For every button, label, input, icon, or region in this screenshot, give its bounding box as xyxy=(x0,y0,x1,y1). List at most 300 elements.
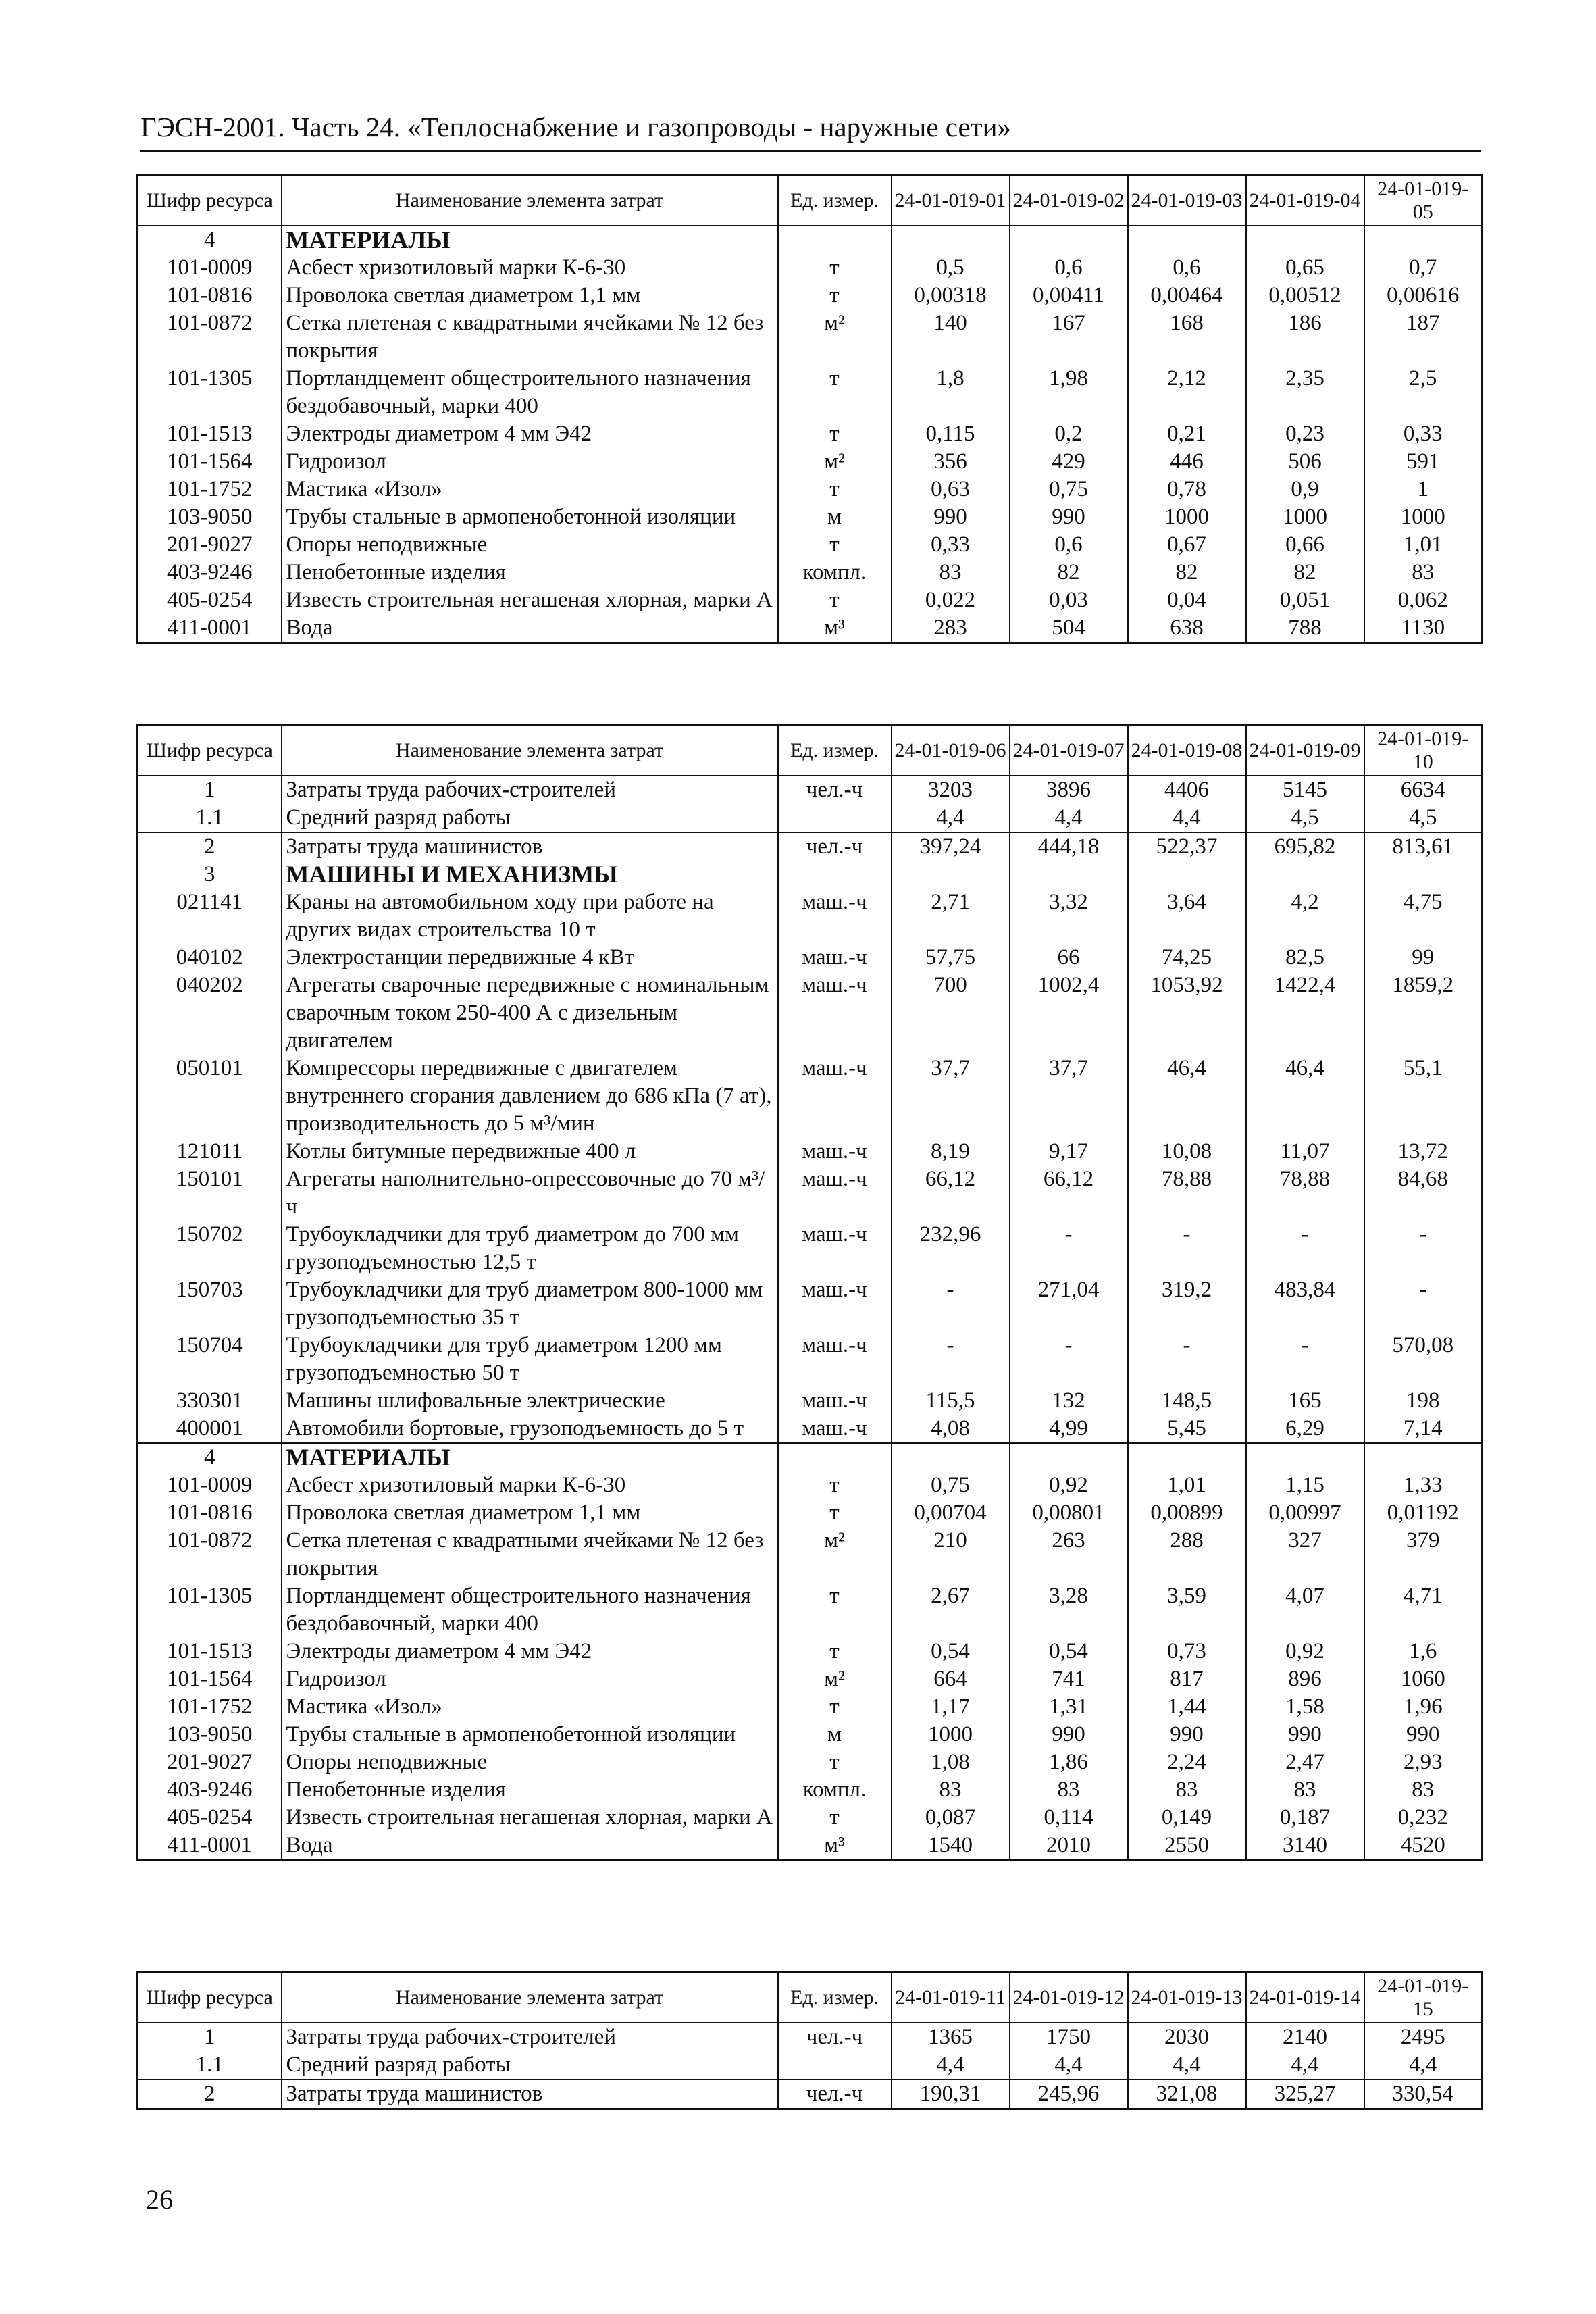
resource-name: Агрегаты сварочные передвижные с номинальным сварочным током 250-400 А с дизельным двигателем xyxy=(282,972,778,1055)
value-cell: 6,29 xyxy=(1246,1415,1364,1443)
value-cell: 1060 xyxy=(1364,1665,1483,1693)
resource-code: 101-0816 xyxy=(138,1499,282,1527)
resource-name: Затраты труда машинистов xyxy=(282,832,778,861)
resource-code: 4 xyxy=(138,226,282,254)
value-cell: 990 xyxy=(1128,1721,1246,1749)
table-row xyxy=(138,1055,1483,1138)
value-cell: 0,33 xyxy=(892,531,1010,559)
header-norm-code: 24-01-019-06 xyxy=(892,726,1010,776)
value-cell: 2,24 xyxy=(1128,1749,1246,1776)
header-unit: Ед. измер. xyxy=(778,176,892,226)
unit xyxy=(778,1443,892,1472)
section-title: МАШИНЫ И МЕХАНИЗМЫ xyxy=(282,861,778,888)
value-cell: 0,54 xyxy=(892,1638,1010,1665)
resource-name: Трубоукладчики для труб диаметром 1200 мм грузоподъемностью 50 т xyxy=(282,1332,778,1387)
value-cell: 1,15 xyxy=(1246,1472,1364,1499)
value-cell xyxy=(1246,226,1364,254)
header-name: Наименование элемента затрат xyxy=(282,1973,778,2023)
value-cell: 83 xyxy=(892,1776,1010,1804)
value-cell: 695,82 xyxy=(1246,832,1364,861)
value-cell: 186 xyxy=(1246,309,1364,365)
header-norm-code: 24-01-019-13 xyxy=(1128,1973,1246,2023)
table-row xyxy=(138,804,1483,832)
value-cell: 7,14 xyxy=(1364,1415,1483,1443)
resource-code: 330301 xyxy=(138,1387,282,1415)
value-cell xyxy=(1010,226,1128,254)
resource-name: Трубы стальные в армопенобетонной изоляции xyxy=(282,503,778,531)
value-cell: 167 xyxy=(1010,309,1128,365)
table-row xyxy=(138,503,1483,531)
value-cell: 4406 xyxy=(1128,776,1246,804)
value-cell: 522,37 xyxy=(1128,832,1246,861)
resource-name: Гидроизол xyxy=(282,1665,778,1693)
resource-name: Трубоукладчики для труб диаметром 800-1000 мм грузоподъемностью 35 т xyxy=(282,1276,778,1332)
table-row xyxy=(138,1276,1483,1332)
value-cell: 1,08 xyxy=(892,1749,1010,1776)
value-cell: 78,88 xyxy=(1128,1165,1246,1221)
value-cell: 210 xyxy=(892,1527,1010,1582)
unit: маш.-ч xyxy=(778,1055,892,1138)
resource-code: 150101 xyxy=(138,1165,282,1221)
resource-name: Известь строительная негашеная хлорная, марки А xyxy=(282,1804,778,1832)
value-cell: 2550 xyxy=(1128,1832,1246,1861)
resource-name: Автомобили бортовые, грузоподъемность до 5 т xyxy=(282,1415,778,1443)
value-cell: 4,4 xyxy=(1364,2051,1483,2080)
unit: маш.-ч xyxy=(778,1415,892,1443)
value-cell: - xyxy=(1128,1332,1246,1387)
section-row xyxy=(138,1443,1483,1472)
resource-code: 101-0816 xyxy=(138,282,282,309)
value-cell: 0,00801 xyxy=(1010,1499,1128,1527)
value-cell: 1,86 xyxy=(1010,1749,1128,1776)
unit: т xyxy=(778,1693,892,1721)
header-norm-code: 24-01-019-01 xyxy=(892,176,1010,226)
value-cell: 0,00704 xyxy=(892,1499,1010,1527)
table-row xyxy=(138,282,1483,309)
resource-name: Асбест хризотиловый марки К-6-30 xyxy=(282,1472,778,1499)
value-cell: 168 xyxy=(1128,309,1246,365)
value-cell xyxy=(1246,1443,1364,1472)
table-row xyxy=(138,944,1483,972)
unit: т xyxy=(778,1804,892,1832)
value-cell: 165 xyxy=(1246,1387,1364,1415)
value-cell: 187 xyxy=(1364,309,1483,365)
value-cell: 397,24 xyxy=(892,832,1010,861)
unit: т xyxy=(778,476,892,503)
resource-name: Гидроизол xyxy=(282,448,778,476)
unit: т xyxy=(778,1499,892,1527)
resource-name: Агрегаты наполнительно-опрессовочные до 70 м³/ч xyxy=(282,1165,778,1221)
table-row xyxy=(138,972,1483,1055)
resource-code: 1 xyxy=(138,776,282,804)
header-norm-code: 24-01-019-11 xyxy=(892,1973,1010,2023)
value-cell: 896 xyxy=(1246,1665,1364,1693)
value-cell: 1,96 xyxy=(1364,1693,1483,1721)
value-cell: 2030 xyxy=(1128,2023,1246,2051)
value-cell: 198 xyxy=(1364,1387,1483,1415)
value-cell: 4,5 xyxy=(1364,804,1483,832)
value-cell: 10,08 xyxy=(1128,1138,1246,1165)
value-cell: 570,08 xyxy=(1364,1332,1483,1387)
unit: м² xyxy=(778,309,892,365)
resource-code: 400001 xyxy=(138,1415,282,1443)
value-cell: 66,12 xyxy=(1010,1165,1128,1221)
table-row xyxy=(138,420,1483,448)
value-cell: 1,31 xyxy=(1010,1693,1128,1721)
resource-name: Средний разряд работы xyxy=(282,2051,778,2080)
value-cell xyxy=(892,1443,1010,1472)
resource-table-3 xyxy=(136,1971,1483,2110)
header-norm-code: 24-01-019-15 xyxy=(1364,1973,1483,2023)
value-cell: 0,00464 xyxy=(1128,282,1246,309)
value-cell: 0,7 xyxy=(1364,254,1483,282)
value-cell: 0,54 xyxy=(1010,1638,1128,1665)
value-cell xyxy=(892,861,1010,888)
resource-name: Затраты труда рабочих-строителей xyxy=(282,776,778,804)
resource-code: 103-9050 xyxy=(138,1721,282,1749)
table-row xyxy=(138,448,1483,476)
resource-name: Проволока светлая диаметром 1,1 мм xyxy=(282,282,778,309)
value-cell: 1,33 xyxy=(1364,1472,1483,1499)
resource-name: Известь строительная негашеная хлорная, марки А xyxy=(282,586,778,614)
header-name: Наименование элемента затрат xyxy=(282,726,778,776)
value-cell: 0,00899 xyxy=(1128,1499,1246,1527)
value-cell: 37,7 xyxy=(892,1055,1010,1138)
unit: м³ xyxy=(778,614,892,643)
resource-name: Пенобетонные изделия xyxy=(282,559,778,586)
unit xyxy=(778,804,892,832)
value-cell: 506 xyxy=(1246,448,1364,476)
unit: маш.-ч xyxy=(778,888,892,944)
value-cell: 0,67 xyxy=(1128,531,1246,559)
value-cell: 84,68 xyxy=(1364,1165,1483,1221)
value-cell: 3140 xyxy=(1246,1832,1364,1861)
value-cell: 327 xyxy=(1246,1527,1364,1582)
resource-name: Сетка плетеная с квадратными ячейками № 12 без покрытия xyxy=(282,309,778,365)
value-cell: - xyxy=(1364,1276,1483,1332)
resource-code: 101-0872 xyxy=(138,309,282,365)
value-cell: 741 xyxy=(1010,1665,1128,1693)
page-number: 26 xyxy=(146,2184,173,2215)
value-cell: 190,31 xyxy=(892,2080,1010,2109)
value-cell: 0,75 xyxy=(892,1472,1010,1499)
unit: т xyxy=(778,586,892,614)
table-row xyxy=(138,776,1483,804)
value-cell: 11,07 xyxy=(1246,1138,1364,1165)
value-cell: 0,66 xyxy=(1246,531,1364,559)
header-unit: Ед. измер. xyxy=(778,1973,892,2023)
value-cell: 483,84 xyxy=(1246,1276,1364,1332)
table-row xyxy=(138,531,1483,559)
value-cell: 0,022 xyxy=(892,586,1010,614)
value-cell: 1,01 xyxy=(1364,531,1483,559)
value-cell: 1 xyxy=(1364,476,1483,503)
resource-name: Средний разряд работы xyxy=(282,804,778,832)
unit: т xyxy=(778,420,892,448)
value-cell: 2,93 xyxy=(1364,1749,1483,1776)
value-cell: - xyxy=(1246,1332,1364,1387)
value-cell: 0,2 xyxy=(1010,420,1128,448)
value-cell: 429 xyxy=(1010,448,1128,476)
value-cell: 1053,92 xyxy=(1128,972,1246,1055)
unit: т xyxy=(778,254,892,282)
value-cell: 0,33 xyxy=(1364,420,1483,448)
resource-code: 101-1752 xyxy=(138,476,282,503)
resource-name: Портландцемент общестроительного назначения бездобавочный, марки 400 xyxy=(282,1582,778,1638)
value-cell: 0,5 xyxy=(892,254,1010,282)
unit: маш.-ч xyxy=(778,1165,892,1221)
table-row xyxy=(138,1832,1483,1861)
unit: чел.-ч xyxy=(778,2080,892,2109)
value-cell: 288 xyxy=(1128,1527,1246,1582)
value-cell: 638 xyxy=(1128,614,1246,643)
value-cell: 9,17 xyxy=(1010,1138,1128,1165)
header-norm-code: 24-01-019-09 xyxy=(1246,726,1364,776)
header-unit: Ед. измер. xyxy=(778,726,892,776)
resource-code: 1 xyxy=(138,2023,282,2051)
resource-table-1 xyxy=(136,174,1483,644)
header-norm-code: 24-01-019-14 xyxy=(1246,1973,1364,2023)
resource-code: 405-0254 xyxy=(138,1804,282,1832)
value-cell: 4,2 xyxy=(1246,888,1364,944)
table-header-row xyxy=(138,176,1483,226)
header-norm-code: 24-01-019-10 xyxy=(1364,726,1483,776)
resource-code: 021141 xyxy=(138,888,282,944)
unit: чел.-ч xyxy=(778,776,892,804)
value-cell: - xyxy=(1364,1221,1483,1276)
value-cell: 3,64 xyxy=(1128,888,1246,944)
value-cell: 115,5 xyxy=(892,1387,1010,1415)
value-cell xyxy=(1364,226,1483,254)
table-row xyxy=(138,1165,1483,1221)
header-code: Шифр ресурса xyxy=(138,726,282,776)
value-cell xyxy=(1010,861,1128,888)
unit: м² xyxy=(778,1527,892,1582)
unit: компл. xyxy=(778,1776,892,1804)
value-cell: 2495 xyxy=(1364,2023,1483,2051)
unit: маш.-ч xyxy=(778,1221,892,1276)
value-cell: 82,5 xyxy=(1246,944,1364,972)
table-row xyxy=(138,1693,1483,1721)
table-row xyxy=(138,1138,1483,1165)
value-cell: 232,96 xyxy=(892,1221,1010,1276)
value-cell: 78,88 xyxy=(1246,1165,1364,1221)
resource-code: 405-0254 xyxy=(138,586,282,614)
value-cell: 4,4 xyxy=(1246,2051,1364,2080)
header-code: Шифр ресурса xyxy=(138,176,282,226)
table-row xyxy=(138,586,1483,614)
value-cell: 2,5 xyxy=(1364,365,1483,420)
value-cell: 990 xyxy=(1010,503,1128,531)
value-cell: 4,4 xyxy=(1010,2051,1128,2080)
unit: т xyxy=(778,1472,892,1499)
section-row xyxy=(138,861,1483,888)
value-cell xyxy=(1010,1443,1128,1472)
table-row xyxy=(138,476,1483,503)
header-name: Наименование элемента затрат xyxy=(282,176,778,226)
value-cell: 1750 xyxy=(1010,2023,1128,2051)
value-cell: 4,4 xyxy=(1128,2051,1246,2080)
value-cell: 2,47 xyxy=(1246,1749,1364,1776)
value-cell: 4,99 xyxy=(1010,1415,1128,1443)
value-cell: 1540 xyxy=(892,1832,1010,1861)
value-cell: 82 xyxy=(1246,559,1364,586)
table-row xyxy=(138,2080,1483,2109)
resource-name: Мастика «Изол» xyxy=(282,476,778,503)
value-cell: 283 xyxy=(892,614,1010,643)
resource-code: 101-0872 xyxy=(138,1527,282,1582)
value-cell: - xyxy=(1010,1221,1128,1276)
value-cell: 0,149 xyxy=(1128,1804,1246,1832)
resource-name: Затраты труда машинистов xyxy=(282,2080,778,2109)
value-cell: 37,7 xyxy=(1010,1055,1128,1138)
resource-code: 201-9027 xyxy=(138,1749,282,1776)
resource-name: Электроды диаметром 4 мм Э42 xyxy=(282,1638,778,1665)
resource-table-2 xyxy=(136,724,1483,1861)
value-cell: 263 xyxy=(1010,1527,1128,1582)
value-cell: 0,9 xyxy=(1246,476,1364,503)
value-cell: 3203 xyxy=(892,776,1010,804)
unit: т xyxy=(778,1638,892,1665)
resource-name: Котлы битумные передвижные 400 л xyxy=(282,1138,778,1165)
table-row xyxy=(138,1499,1483,1527)
value-cell: 1000 xyxy=(892,1721,1010,1749)
table-row xyxy=(138,1721,1483,1749)
table-row xyxy=(138,1804,1483,1832)
resource-code: 050101 xyxy=(138,1055,282,1138)
table-row xyxy=(138,309,1483,365)
resource-name: Затраты труда рабочих-строителей xyxy=(282,2023,778,2051)
value-cell: 1,58 xyxy=(1246,1693,1364,1721)
table-row xyxy=(138,1638,1483,1665)
resource-code: 103-9050 xyxy=(138,503,282,531)
value-cell xyxy=(1128,861,1246,888)
value-cell: 0,23 xyxy=(1246,420,1364,448)
value-cell: 0,114 xyxy=(1010,1804,1128,1832)
resource-code: 201-9027 xyxy=(138,531,282,559)
resource-code: 150704 xyxy=(138,1332,282,1387)
value-cell xyxy=(1364,861,1483,888)
resource-name: Электроды диаметром 4 мм Э42 xyxy=(282,420,778,448)
value-cell: 0,92 xyxy=(1010,1472,1128,1499)
resource-code: 101-0009 xyxy=(138,254,282,282)
value-cell: 0,78 xyxy=(1128,476,1246,503)
value-cell: 245,96 xyxy=(1010,2080,1128,2109)
value-cell: 1859,2 xyxy=(1364,972,1483,1055)
section-title: МАТЕРИАЛЫ xyxy=(282,226,778,254)
value-cell: 1,8 xyxy=(892,365,1010,420)
resource-code: 1.1 xyxy=(138,804,282,832)
value-cell: 46,4 xyxy=(1128,1055,1246,1138)
value-cell: 2010 xyxy=(1010,1832,1128,1861)
table-row xyxy=(138,1527,1483,1582)
value-cell: 1,44 xyxy=(1128,1693,1246,1721)
value-cell: 5,45 xyxy=(1128,1415,1246,1443)
resource-code: 3 xyxy=(138,861,282,888)
value-cell: 0,6 xyxy=(1128,254,1246,282)
unit: т xyxy=(778,1582,892,1638)
value-cell: 4,5 xyxy=(1246,804,1364,832)
value-cell: 46,4 xyxy=(1246,1055,1364,1138)
value-cell: 0,062 xyxy=(1364,586,1483,614)
value-cell: 990 xyxy=(1010,1721,1128,1749)
value-cell: 0,00411 xyxy=(1010,282,1128,309)
resource-code: 411-0001 xyxy=(138,614,282,643)
resource-code: 411-0001 xyxy=(138,1832,282,1861)
value-cell: 0,21 xyxy=(1128,420,1246,448)
resource-name: Вода xyxy=(282,614,778,643)
value-cell: 4,4 xyxy=(1128,804,1246,832)
header-code: Шифр ресурса xyxy=(138,1973,282,2023)
header-norm-code: 24-01-019-04 xyxy=(1246,176,1364,226)
resource-name: Машины шлифовальные электрические xyxy=(282,1387,778,1415)
value-cell xyxy=(1364,1443,1483,1472)
value-cell: 319,2 xyxy=(1128,1276,1246,1332)
value-cell: 1000 xyxy=(1246,503,1364,531)
unit: т xyxy=(778,531,892,559)
value-cell: 0,75 xyxy=(1010,476,1128,503)
value-cell: 1365 xyxy=(892,2023,1010,2051)
value-cell: 0,92 xyxy=(1246,1638,1364,1665)
resource-code: 101-1513 xyxy=(138,420,282,448)
value-cell: 3,32 xyxy=(1010,888,1128,944)
table-row xyxy=(138,1665,1483,1693)
value-cell: - xyxy=(1128,1221,1246,1276)
resource-code: 150702 xyxy=(138,1221,282,1276)
unit xyxy=(778,226,892,254)
unit: т xyxy=(778,282,892,309)
value-cell: 3896 xyxy=(1010,776,1128,804)
resource-code: 101-1305 xyxy=(138,1582,282,1638)
resource-code: 121011 xyxy=(138,1138,282,1165)
value-cell: 83 xyxy=(1128,1776,1246,1804)
table-row xyxy=(138,1749,1483,1776)
value-cell: 990 xyxy=(892,503,1010,531)
table-row xyxy=(138,888,1483,944)
unit: м xyxy=(778,503,892,531)
resource-name: Сетка плетеная с квадратными ячейками № 12 без покрытия xyxy=(282,1527,778,1582)
value-cell: 591 xyxy=(1364,448,1483,476)
header-norm-code: 24-01-019-07 xyxy=(1010,726,1128,776)
table-row xyxy=(138,1415,1483,1443)
value-cell: 817 xyxy=(1128,1665,1246,1693)
unit: м² xyxy=(778,448,892,476)
resource-name: Краны на автомобильном ходу при работе на других видах строительства 10 т xyxy=(282,888,778,944)
value-cell: 1,6 xyxy=(1364,1638,1483,1665)
table-row xyxy=(138,254,1483,282)
value-cell: 0,6 xyxy=(1010,531,1128,559)
value-cell xyxy=(1128,226,1246,254)
resource-code: 150703 xyxy=(138,1276,282,1332)
value-cell: 0,087 xyxy=(892,1804,1010,1832)
value-cell: 330,54 xyxy=(1364,2080,1483,2109)
value-cell: 4,4 xyxy=(892,804,1010,832)
value-cell: 4,07 xyxy=(1246,1582,1364,1638)
value-cell: 66 xyxy=(1010,944,1128,972)
resource-code: 101-1564 xyxy=(138,448,282,476)
unit: компл. xyxy=(778,559,892,586)
value-cell xyxy=(892,226,1010,254)
value-cell xyxy=(1246,861,1364,888)
value-cell: 74,25 xyxy=(1128,944,1246,972)
unit xyxy=(778,861,892,888)
resource-name: Вода xyxy=(282,1832,778,1861)
unit: т xyxy=(778,365,892,420)
value-cell: 0,00512 xyxy=(1246,282,1364,309)
value-cell: 4,4 xyxy=(892,2051,1010,2080)
section-title: МАТЕРИАЛЫ xyxy=(282,1443,778,1472)
value-cell: 132 xyxy=(1010,1387,1128,1415)
